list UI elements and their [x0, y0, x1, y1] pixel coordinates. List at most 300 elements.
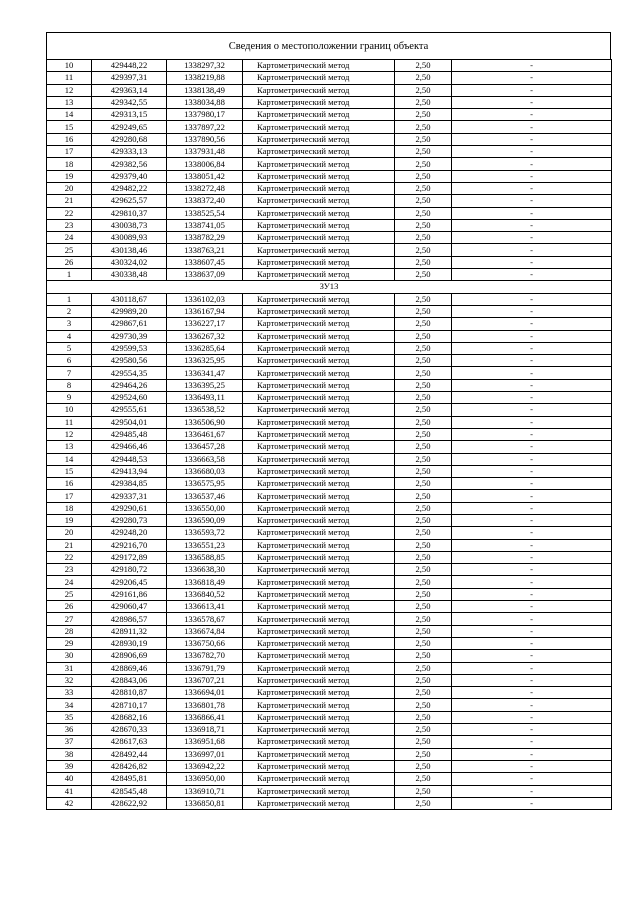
precision-cell: 2,50 — [395, 760, 452, 772]
precision-cell: 2,50 — [395, 232, 452, 244]
x-coordinate-cell: 429280,68 — [92, 133, 167, 145]
table-row — [47, 416, 612, 428]
method-cell: Картометрический метод — [243, 96, 395, 108]
precision-cell: 2,50 — [395, 539, 452, 551]
x-coordinate-cell: 428843,06 — [92, 674, 167, 686]
point-number-cell: 17 — [47, 490, 92, 502]
method-cell: Картометрический метод — [243, 207, 395, 219]
y-coordinate-cell: 1336285,64 — [167, 342, 243, 354]
method-cell: Картометрический метод — [243, 318, 395, 330]
y-coordinate-cell: 1338607,45 — [167, 256, 243, 268]
x-coordinate-cell: 429464,26 — [92, 379, 167, 391]
precision-cell: 2,50 — [395, 441, 452, 453]
precision-cell: 2,50 — [395, 613, 452, 625]
method-cell: Картометрический метод — [243, 613, 395, 625]
table-row — [47, 318, 612, 330]
y-coordinate-cell: 1336461,67 — [167, 428, 243, 440]
method-cell: Картометрический метод — [243, 404, 395, 416]
y-coordinate-cell: 1338138,49 — [167, 84, 243, 96]
x-coordinate-cell: 430089,93 — [92, 232, 167, 244]
method-cell: Картометрический метод — [243, 244, 395, 256]
y-coordinate-cell: 1338051,42 — [167, 170, 243, 182]
description-cell: - — [452, 748, 612, 760]
table-row — [47, 514, 612, 526]
point-number-cell: 14 — [47, 109, 92, 121]
precision-cell: 2,50 — [395, 367, 452, 379]
y-coordinate-cell: 1336918,71 — [167, 724, 243, 736]
x-coordinate-cell: 429810,37 — [92, 207, 167, 219]
x-coordinate-cell: 430338,48 — [92, 269, 167, 281]
description-cell: - — [452, 490, 612, 502]
precision-cell: 2,50 — [395, 146, 452, 158]
description-cell: - — [452, 613, 612, 625]
point-number-cell: 9 — [47, 392, 92, 404]
precision-cell: 2,50 — [395, 674, 452, 686]
table-row — [47, 674, 612, 686]
description-cell: - — [452, 269, 612, 281]
precision-cell: 2,50 — [395, 773, 452, 785]
x-coordinate-cell: 429485,48 — [92, 428, 167, 440]
precision-cell: 2,50 — [395, 711, 452, 723]
precision-cell: 2,50 — [395, 269, 452, 281]
table-row — [47, 576, 612, 588]
y-coordinate-cell: 1336791,79 — [167, 662, 243, 674]
x-coordinate-cell: 428617,63 — [92, 736, 167, 748]
x-coordinate-cell: 429554,35 — [92, 367, 167, 379]
x-coordinate-cell: 429172,89 — [92, 551, 167, 563]
precision-cell: 2,50 — [395, 404, 452, 416]
table-row — [47, 133, 612, 145]
precision-cell: 2,50 — [395, 182, 452, 194]
x-coordinate-cell: 430138,46 — [92, 244, 167, 256]
precision-cell: 2,50 — [395, 527, 452, 539]
table-row — [47, 219, 612, 231]
table-row — [47, 736, 612, 748]
description-cell: - — [452, 601, 612, 613]
table-row — [47, 121, 612, 133]
point-number-cell: 2 — [47, 305, 92, 317]
table-row — [47, 109, 612, 121]
point-number-cell: 26 — [47, 601, 92, 613]
point-number-cell: 7 — [47, 367, 92, 379]
precision-cell: 2,50 — [395, 502, 452, 514]
y-coordinate-cell: 1336942,22 — [167, 760, 243, 772]
y-coordinate-cell: 1336997,01 — [167, 748, 243, 760]
x-coordinate-cell: 428426,82 — [92, 760, 167, 772]
method-cell: Картометрический метод — [243, 428, 395, 440]
method-cell: Картометрический метод — [243, 748, 395, 760]
description-cell: - — [452, 625, 612, 637]
method-cell: Картометрический метод — [243, 625, 395, 637]
table-row — [47, 502, 612, 514]
table-row — [47, 527, 612, 539]
y-coordinate-cell: 1336493,11 — [167, 392, 243, 404]
description-cell: - — [452, 146, 612, 158]
precision-cell: 2,50 — [395, 256, 452, 268]
point-number-cell: 23 — [47, 564, 92, 576]
y-coordinate-cell: 1336951,68 — [167, 736, 243, 748]
table-row — [47, 158, 612, 170]
precision-cell: 2,50 — [395, 416, 452, 428]
precision-cell: 2,50 — [395, 650, 452, 662]
x-coordinate-cell: 429599,53 — [92, 342, 167, 354]
y-coordinate-cell: 1336267,32 — [167, 330, 243, 342]
method-cell: Картометрический метод — [243, 490, 395, 502]
table-row — [47, 60, 612, 72]
description-cell: - — [452, 687, 612, 699]
x-coordinate-cell: 429248,20 — [92, 527, 167, 539]
point-number-cell: 20 — [47, 182, 92, 194]
point-number-cell: 30 — [47, 650, 92, 662]
point-number-cell: 10 — [47, 60, 92, 72]
method-cell: Картометрический метод — [243, 514, 395, 526]
x-coordinate-cell: 429413,94 — [92, 465, 167, 477]
precision-cell: 2,50 — [395, 195, 452, 207]
y-coordinate-cell: 1336613,41 — [167, 601, 243, 613]
point-number-cell: 8 — [47, 379, 92, 391]
method-cell: Картометрический метод — [243, 453, 395, 465]
description-cell: - — [452, 785, 612, 797]
x-coordinate-cell: 429384,85 — [92, 478, 167, 490]
y-coordinate-cell: 1336801,78 — [167, 699, 243, 711]
table-row — [47, 367, 612, 379]
precision-cell: 2,50 — [395, 551, 452, 563]
method-cell: Картометрический метод — [243, 269, 395, 281]
x-coordinate-cell: 429504,01 — [92, 416, 167, 428]
x-coordinate-cell: 429313,15 — [92, 109, 167, 121]
description-cell: - — [452, 637, 612, 649]
precision-cell: 2,50 — [395, 428, 452, 440]
section-header-row — [47, 281, 612, 293]
x-coordinate-cell: 428930,19 — [92, 637, 167, 649]
y-coordinate-cell: 1338219,88 — [167, 72, 243, 84]
description-cell: - — [452, 195, 612, 207]
precision-cell: 2,50 — [395, 342, 452, 354]
point-number-cell: 23 — [47, 219, 92, 231]
method-cell: Картометрический метод — [243, 674, 395, 686]
table-row — [47, 232, 612, 244]
x-coordinate-cell: 429382,56 — [92, 158, 167, 170]
x-coordinate-cell: 428622,92 — [92, 797, 167, 809]
x-coordinate-cell: 429216,70 — [92, 539, 167, 551]
precision-cell: 2,50 — [395, 379, 452, 391]
method-cell: Картометрический метод — [243, 342, 395, 354]
method-cell: Картометрический метод — [243, 109, 395, 121]
description-cell: - — [452, 342, 612, 354]
y-coordinate-cell: 1338741,05 — [167, 219, 243, 231]
description-cell: - — [452, 662, 612, 674]
precision-cell: 2,50 — [395, 158, 452, 170]
x-coordinate-cell: 429482,22 — [92, 182, 167, 194]
x-coordinate-cell: 429397,31 — [92, 72, 167, 84]
y-coordinate-cell: 1337890,56 — [167, 133, 243, 145]
x-coordinate-cell: 429989,20 — [92, 305, 167, 317]
x-coordinate-cell: 429379,40 — [92, 170, 167, 182]
description-cell: - — [452, 724, 612, 736]
precision-cell: 2,50 — [395, 465, 452, 477]
x-coordinate-cell: 429867,61 — [92, 318, 167, 330]
method-cell: Картометрический метод — [243, 699, 395, 711]
description-cell: - — [452, 293, 612, 305]
method-cell: Картометрический метод — [243, 182, 395, 194]
table-row — [47, 724, 612, 736]
y-coordinate-cell: 1336167,94 — [167, 305, 243, 317]
point-number-cell: 16 — [47, 478, 92, 490]
precision-cell: 2,50 — [395, 293, 452, 305]
method-cell: Картометрический метод — [243, 724, 395, 736]
table-row — [47, 170, 612, 182]
y-coordinate-cell: 1336866,41 — [167, 711, 243, 723]
table-row — [47, 305, 612, 317]
x-coordinate-cell: 429337,31 — [92, 490, 167, 502]
method-cell: Картометрический метод — [243, 785, 395, 797]
table-row — [47, 72, 612, 84]
point-number-cell: 18 — [47, 158, 92, 170]
description-cell: - — [452, 465, 612, 477]
y-coordinate-cell: 1336782,70 — [167, 650, 243, 662]
method-cell: Картометрический метод — [243, 736, 395, 748]
x-coordinate-cell: 429524,60 — [92, 392, 167, 404]
description-cell: - — [452, 318, 612, 330]
x-coordinate-cell: 429342,55 — [92, 96, 167, 108]
y-coordinate-cell: 1338763,21 — [167, 244, 243, 256]
description-cell: - — [452, 60, 612, 72]
y-coordinate-cell: 1338006,84 — [167, 158, 243, 170]
description-cell: - — [452, 96, 612, 108]
y-coordinate-cell: 1338272,48 — [167, 182, 243, 194]
precision-cell: 2,50 — [395, 453, 452, 465]
x-coordinate-cell: 429060,47 — [92, 601, 167, 613]
method-cell: Картометрический метод — [243, 662, 395, 674]
method-cell: Картометрический метод — [243, 760, 395, 772]
precision-cell: 2,50 — [395, 662, 452, 674]
y-coordinate-cell: 1338297,32 — [167, 60, 243, 72]
method-cell: Картометрический метод — [243, 256, 395, 268]
description-cell: - — [452, 453, 612, 465]
x-coordinate-cell: 429448,53 — [92, 453, 167, 465]
x-coordinate-cell: 429161,86 — [92, 588, 167, 600]
y-coordinate-cell: 1336102,03 — [167, 293, 243, 305]
point-number-cell: 17 — [47, 146, 92, 158]
table-row — [47, 182, 612, 194]
x-coordinate-cell: 429580,56 — [92, 355, 167, 367]
y-coordinate-cell: 1337897,22 — [167, 121, 243, 133]
method-cell: Картометрический метод — [243, 650, 395, 662]
description-cell: - — [452, 527, 612, 539]
precision-cell: 2,50 — [395, 748, 452, 760]
section-label: ЗУ13 — [47, 281, 612, 293]
description-cell: - — [452, 416, 612, 428]
y-coordinate-cell: 1338372,40 — [167, 195, 243, 207]
point-number-cell: 41 — [47, 785, 92, 797]
point-number-cell: 32 — [47, 674, 92, 686]
y-coordinate-cell: 1336818,49 — [167, 576, 243, 588]
x-coordinate-cell: 428869,46 — [92, 662, 167, 674]
table-row — [47, 490, 612, 502]
description-cell: - — [452, 428, 612, 440]
table-row — [47, 699, 612, 711]
precision-cell: 2,50 — [395, 96, 452, 108]
description-cell: - — [452, 84, 612, 96]
method-cell: Картометрический метод — [243, 158, 395, 170]
method-cell: Картометрический метод — [243, 478, 395, 490]
point-number-cell: 34 — [47, 699, 92, 711]
method-cell: Картометрический метод — [243, 305, 395, 317]
table-row — [47, 760, 612, 772]
table-row — [47, 453, 612, 465]
x-coordinate-cell: 430324,02 — [92, 256, 167, 268]
table-row — [47, 797, 612, 809]
description-cell: - — [452, 207, 612, 219]
method-cell: Картометрический метод — [243, 601, 395, 613]
description-cell: - — [452, 441, 612, 453]
point-number-cell: 35 — [47, 711, 92, 723]
precision-cell: 2,50 — [395, 170, 452, 182]
method-cell: Картометрический метод — [243, 146, 395, 158]
point-number-cell: 21 — [47, 539, 92, 551]
y-coordinate-cell: 1337931,48 — [167, 146, 243, 158]
table-row — [47, 564, 612, 576]
table-row — [47, 404, 612, 416]
x-coordinate-cell: 429363,14 — [92, 84, 167, 96]
point-number-cell: 4 — [47, 330, 92, 342]
y-coordinate-cell: 1336910,71 — [167, 785, 243, 797]
table-row — [47, 84, 612, 96]
description-cell: - — [452, 576, 612, 588]
table-row — [47, 355, 612, 367]
method-cell: Картометрический метод — [243, 72, 395, 84]
table-row — [47, 773, 612, 785]
x-coordinate-cell: 429466,46 — [92, 441, 167, 453]
method-cell: Картометрический метод — [243, 60, 395, 72]
method-cell: Картометрический метод — [243, 121, 395, 133]
point-number-cell: 38 — [47, 748, 92, 760]
table-row — [47, 293, 612, 305]
precision-cell: 2,50 — [395, 601, 452, 613]
point-number-cell: 15 — [47, 121, 92, 133]
precision-cell: 2,50 — [395, 797, 452, 809]
precision-cell: 2,50 — [395, 244, 452, 256]
precision-cell: 2,50 — [395, 687, 452, 699]
point-number-cell: 13 — [47, 96, 92, 108]
table-row — [47, 601, 612, 613]
method-cell: Картометрический метод — [243, 711, 395, 723]
point-number-cell: 24 — [47, 232, 92, 244]
method-cell: Картометрический метод — [243, 330, 395, 342]
y-coordinate-cell: 1336538,52 — [167, 404, 243, 416]
y-coordinate-cell: 1336506,90 — [167, 416, 243, 428]
point-number-cell: 42 — [47, 797, 92, 809]
precision-cell: 2,50 — [395, 121, 452, 133]
point-number-cell: 31 — [47, 662, 92, 674]
method-cell: Картометрический метод — [243, 441, 395, 453]
point-number-cell: 12 — [47, 428, 92, 440]
precision-cell: 2,50 — [395, 133, 452, 145]
description-cell: - — [452, 674, 612, 686]
point-number-cell: 10 — [47, 404, 92, 416]
description-cell: - — [452, 588, 612, 600]
y-coordinate-cell: 1336550,00 — [167, 502, 243, 514]
precision-cell: 2,50 — [395, 637, 452, 649]
method-cell: Картометрический метод — [243, 293, 395, 305]
precision-cell: 2,50 — [395, 330, 452, 342]
x-coordinate-cell: 428495,81 — [92, 773, 167, 785]
table-row — [47, 662, 612, 674]
point-number-cell: 21 — [47, 195, 92, 207]
x-coordinate-cell: 430118,67 — [92, 293, 167, 305]
y-coordinate-cell: 1336227,17 — [167, 318, 243, 330]
method-cell: Картометрический метод — [243, 773, 395, 785]
y-coordinate-cell: 1336950,00 — [167, 773, 243, 785]
table-row — [47, 207, 612, 219]
description-cell: - — [452, 514, 612, 526]
x-coordinate-cell: 429206,45 — [92, 576, 167, 588]
description-cell: - — [452, 551, 612, 563]
description-cell: - — [452, 158, 612, 170]
precision-cell: 2,50 — [395, 478, 452, 490]
precision-cell: 2,50 — [395, 60, 452, 72]
point-number-cell: 28 — [47, 625, 92, 637]
precision-cell: 2,50 — [395, 207, 452, 219]
precision-cell: 2,50 — [395, 564, 452, 576]
point-number-cell: 14 — [47, 453, 92, 465]
y-coordinate-cell: 1336537,46 — [167, 490, 243, 502]
precision-cell: 2,50 — [395, 219, 452, 231]
method-cell: Картометрический метод — [243, 637, 395, 649]
x-coordinate-cell: 428911,32 — [92, 625, 167, 637]
x-coordinate-cell: 429290,61 — [92, 502, 167, 514]
point-number-cell: 26 — [47, 256, 92, 268]
method-cell: Картометрический метод — [243, 170, 395, 182]
precision-cell: 2,50 — [395, 392, 452, 404]
method-cell: Картометрический метод — [243, 551, 395, 563]
y-coordinate-cell: 1336575,95 — [167, 478, 243, 490]
description-cell: - — [452, 502, 612, 514]
y-coordinate-cell: 1336840,52 — [167, 588, 243, 600]
description-cell: - — [452, 736, 612, 748]
precision-cell: 2,50 — [395, 109, 452, 121]
point-number-cell: 24 — [47, 576, 92, 588]
point-number-cell: 27 — [47, 613, 92, 625]
table-row — [47, 146, 612, 158]
precision-cell: 2,50 — [395, 724, 452, 736]
y-coordinate-cell: 1336593,72 — [167, 527, 243, 539]
method-cell: Картометрический метод — [243, 465, 395, 477]
table-row — [47, 465, 612, 477]
description-cell: - — [452, 760, 612, 772]
precision-cell: 2,50 — [395, 490, 452, 502]
y-coordinate-cell: 1336341,47 — [167, 367, 243, 379]
table-row — [47, 551, 612, 563]
x-coordinate-cell: 428670,33 — [92, 724, 167, 736]
point-number-cell: 19 — [47, 514, 92, 526]
method-cell: Картометрический метод — [243, 588, 395, 600]
x-coordinate-cell: 429448,22 — [92, 60, 167, 72]
table-row — [47, 392, 612, 404]
table-row — [47, 539, 612, 551]
description-cell: - — [452, 305, 612, 317]
description-cell: - — [452, 392, 612, 404]
method-cell: Картометрический метод — [243, 416, 395, 428]
method-cell: Картометрический метод — [243, 392, 395, 404]
method-cell: Картометрический метод — [243, 539, 395, 551]
point-number-cell: 40 — [47, 773, 92, 785]
point-number-cell: 16 — [47, 133, 92, 145]
precision-cell: 2,50 — [395, 355, 452, 367]
precision-cell: 2,50 — [395, 576, 452, 588]
point-number-cell: 39 — [47, 760, 92, 772]
description-cell: - — [452, 773, 612, 785]
